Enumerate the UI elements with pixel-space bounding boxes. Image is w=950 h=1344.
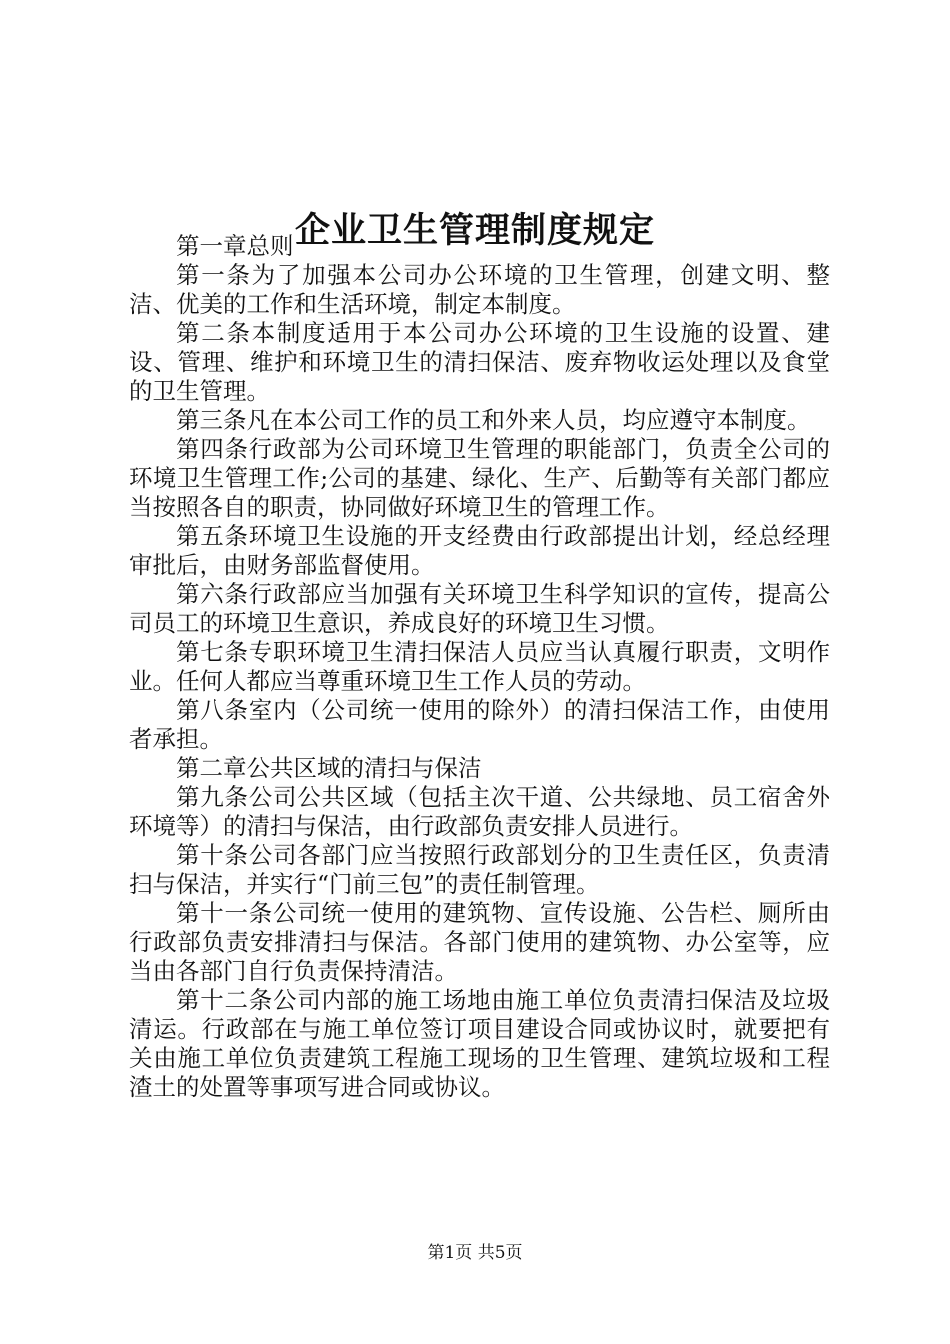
article-paragraph: 第十一条公司统一使用的建筑物、宣传设施、公告栏、厕所由行政部负责安排清扫与保洁。各部门使用的建筑物、办公室等，应当由各部门自行负责保持清洁。 <box>129 899 830 985</box>
article-paragraph: 第九条公司公共区域（包括主次干道、公共绿地、员工宿舍外环境等）的清扫与保洁，由行政部负责安排人员进行。 <box>129 783 830 840</box>
article-paragraph: 第八条室内（公司统一使用的除外）的清扫保洁工作，由使用者承担。 <box>129 696 830 753</box>
article-paragraph: 第二条本制度适用于本公司办公环境的卫生设施的设置、建设、管理、维护和环境卫生的清扫保洁、废弃物收运处理以及食堂的卫生管理。 <box>129 319 830 405</box>
article-paragraph: 第六条行政部应当加强有关环境卫生科学知识的宣传，提高公司员工的环境卫生意识，养成良好的环境卫生习惯。 <box>129 580 830 637</box>
chapter-heading: 第二章公共区域的清扫与保洁 <box>176 754 482 782</box>
article-paragraph: 第一条为了加强本公司办公环境的卫生管理，创建文明、整洁、优美的工作和生活环境，制定本制度。 <box>129 261 830 318</box>
article-paragraph: 第七条专职环境卫生清扫保洁人员应当认真履行职责，文明作业。任何人都应当尊重环境卫生工作人员的劳动。 <box>129 638 830 695</box>
article-paragraph: 第十条公司各部门应当按照行政部划分的卫生责任区，负责清扫与保洁，并实行“门前三包”的责任制管理。 <box>129 841 830 898</box>
article-paragraph: 第四条行政部为公司环境卫生管理的职能部门，负责全公司的环境卫生管理工作;公司的基建、绿化、生产、后勤等有关部门都应当按照各自的职责，协同做好环境卫生的管理工作。 <box>129 435 830 521</box>
chapter-heading: 第一章总则 <box>176 232 294 260</box>
document-title: 企业卫生管理制度规定 <box>294 210 655 252</box>
article-paragraph: 第五条环境卫生设施的开支经费由行政部提出计划，经总经理审批后，由财务部监督使用。 <box>129 522 830 579</box>
document-body <box>129 232 830 1102</box>
article-paragraph: 第三条凡在本公司工作的员工和外来人员，均应遵守本制度。 <box>176 406 811 434</box>
article-paragraph: 第十二条公司内部的施工场地由施工单位负责清扫保洁及垃圾清运。行政部在与施工单位签订项目建设合同或协议时，就要把有关由施工单位负责建筑工程施工现场的卫生管理、建筑垃圾和工程渣土的处置等事项写进合同或协议。 <box>129 986 830 1101</box>
page-footer: 第1页 共5页 <box>427 1243 523 1263</box>
